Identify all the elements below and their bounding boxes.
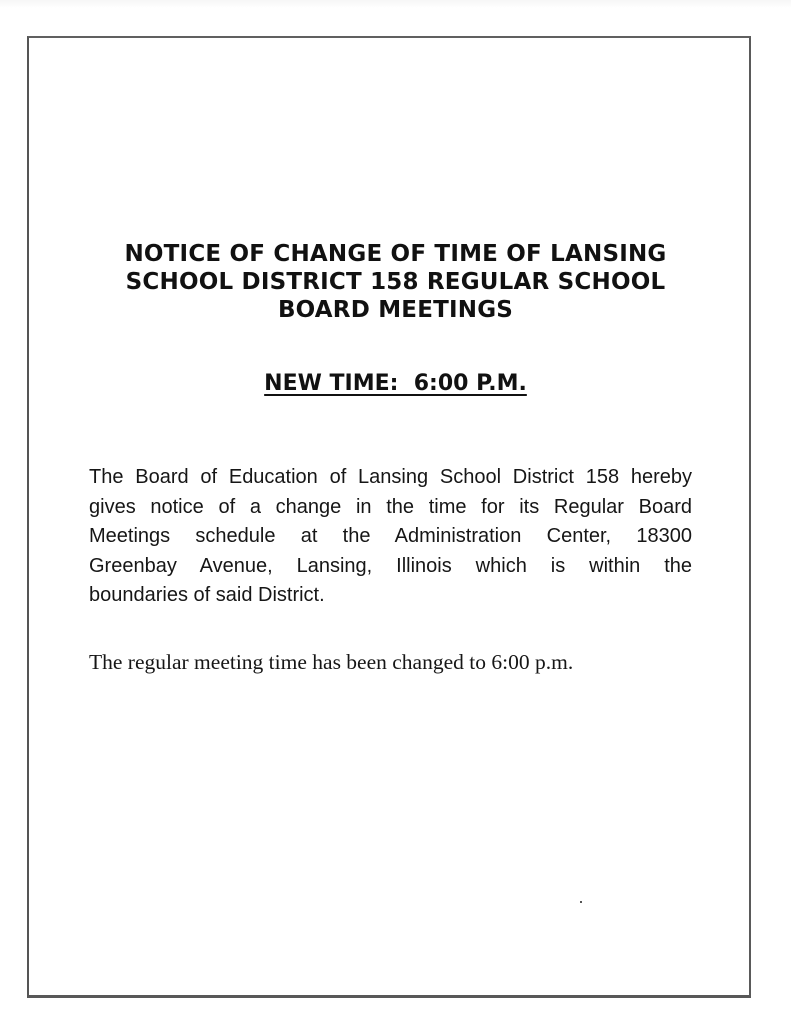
body-line-3: Meetings schedule at the Administration Center, 18300	[89, 525, 692, 547]
notice-body-paragraph	[89, 463, 692, 611]
body-line-5: boundaries of said District.	[89, 584, 325, 606]
notice-title	[0, 240, 791, 324]
body-line-2: gives notice of a change in the time for its Regular Board	[89, 495, 692, 518]
title-line-1: NOTICE OF CHANGE OF TIME OF LANSING	[124, 241, 667, 267]
new-time-heading	[0, 370, 791, 398]
closing-statement: The regular meeting time has been changed to 6:00 p.m.	[89, 650, 574, 674]
body-line-1: The Board of Education of Lansing School District 158 hereby	[89, 466, 692, 488]
scan-speck	[580, 901, 582, 903]
new-time-text: NEW TIME: 6:00 P.M.	[264, 371, 527, 396]
scan-edge-shadow	[0, 0, 791, 8]
title-line-3: BOARD MEETINGS	[277, 297, 514, 323]
title-line-2: SCHOOL DISTRICT 158 REGULAR SCHOOL	[125, 269, 666, 295]
body-line-4: Greenbay Avenue, Lansing, Illinois which is within the	[89, 554, 692, 577]
